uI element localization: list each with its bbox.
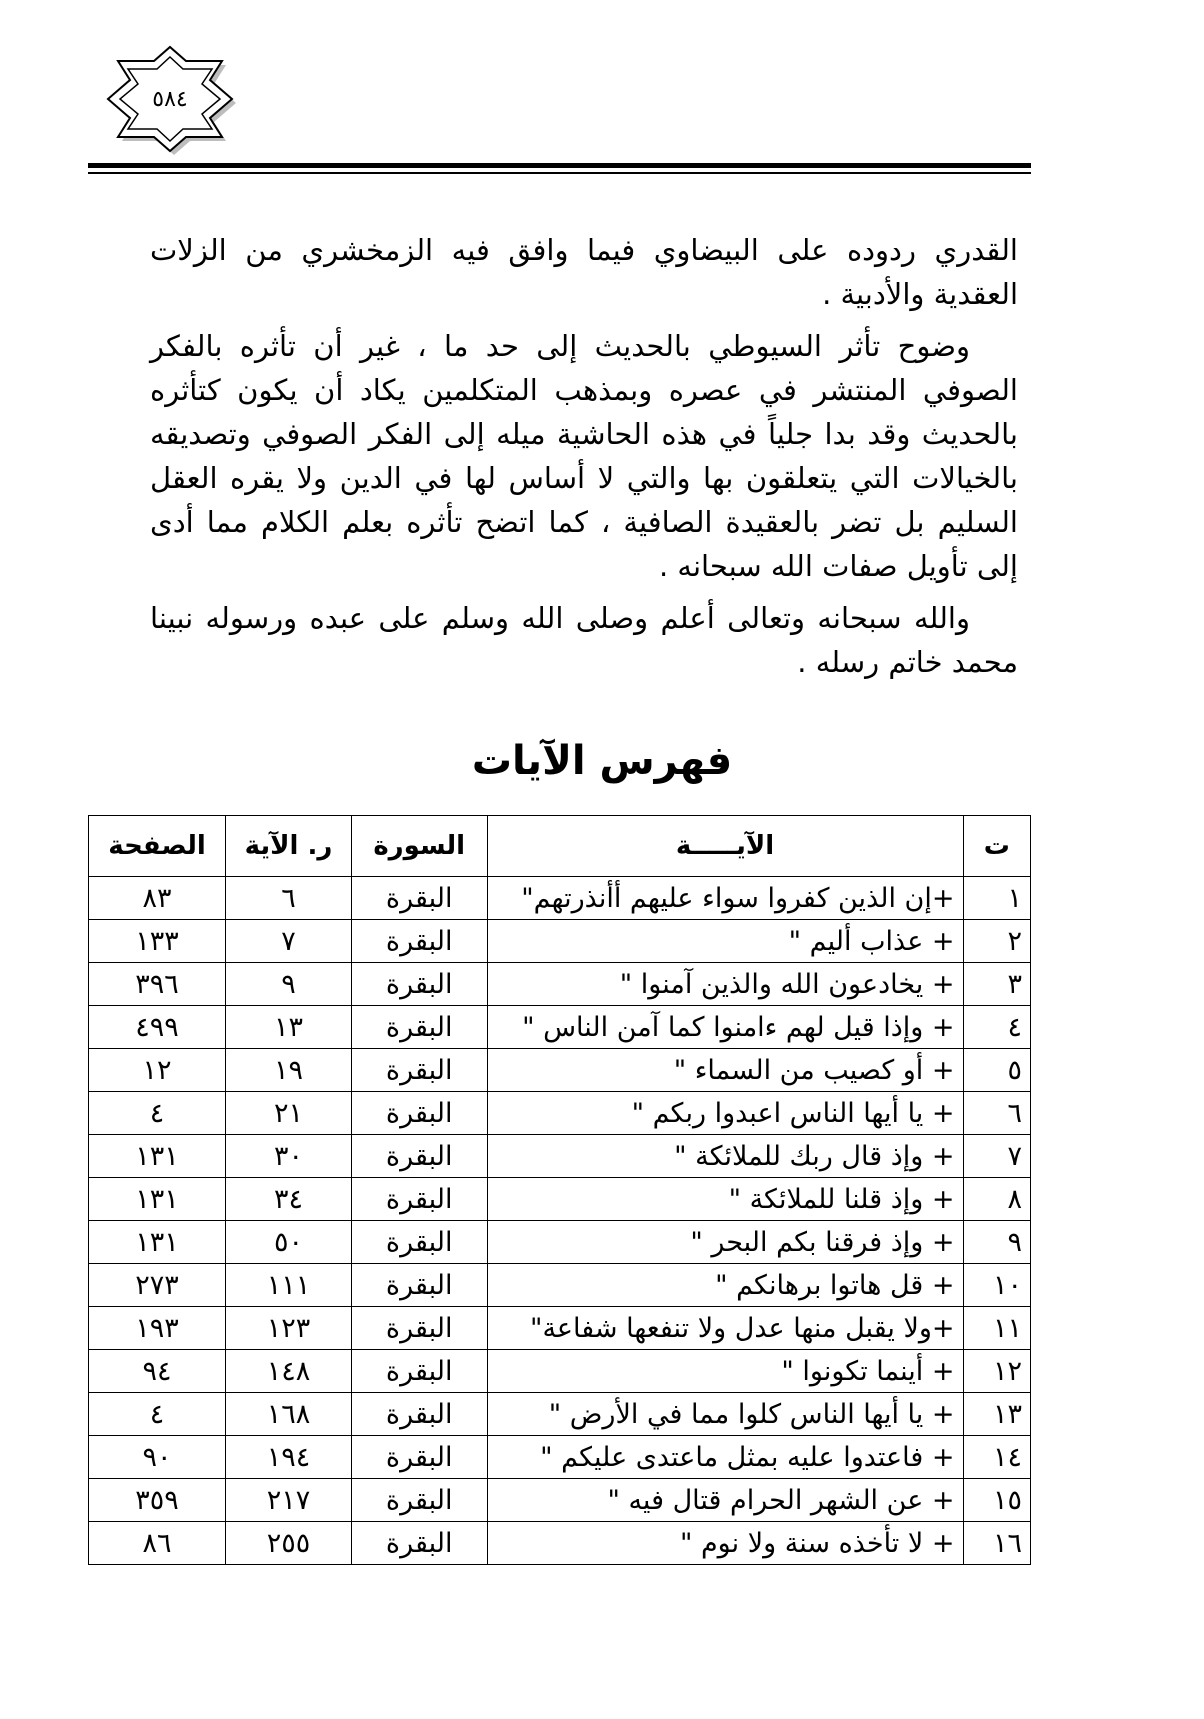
header-rule	[88, 163, 1031, 168]
verse-number: ٣٤	[226, 1178, 352, 1221]
surah-name: البقرة	[351, 920, 487, 963]
verse-text: + وإذ قلنا للملائكة "	[487, 1178, 963, 1221]
verse-number: ١١١	[226, 1264, 352, 1307]
verse-number: ١٦٨	[226, 1393, 352, 1436]
surah-name: البقرة	[351, 1135, 487, 1178]
table-row	[89, 1049, 1031, 1092]
row-number: ١٠	[963, 1264, 1030, 1307]
table-row	[89, 1393, 1031, 1436]
surah-name: البقرة	[351, 963, 487, 1006]
table-row	[89, 1479, 1031, 1522]
verse-text: +إن الذين كفروا سواء عليهم أأنذرتهم"	[487, 877, 963, 920]
table-row	[89, 1092, 1031, 1135]
verse-number: ٢٥٥	[226, 1522, 352, 1565]
verse-text: + فاعتدوا عليه بمثل ماعتدى عليكم "	[487, 1436, 963, 1479]
row-number: ١٦	[963, 1522, 1030, 1565]
page-ref: ١٣٣	[89, 920, 226, 963]
table-row	[89, 1522, 1031, 1565]
page-ref: ٣٥٩	[89, 1479, 226, 1522]
surah-name: البقرة	[351, 1264, 487, 1307]
table-row	[89, 1264, 1031, 1307]
row-number: ٧	[963, 1135, 1030, 1178]
paragraph: وضوح تأثر السيوطي بالحديث إلى حد ما ، غير أن تأثره بالفكر الصوفي المنتشر في عصره وبمذهب المتكلمين يكاد أن يكون كتأثره بالحديث وقد بدا جلياً في هذه الحاشية ميله إلى الفكر الصوفي وتصديقه بالخيالات التي يتعلقون بها والتي لا أساس لها في الدين ولا يقره العقل السليم بل تضر بالعقيدة الصافية ، كما اتضح تأثره بعلم الكلام مما أدى إلى تأويل صفات الله سبحانه .	[150, 329, 1018, 583]
page-ref: ٣٩٦	[89, 963, 226, 1006]
verse-number: ٣٠	[226, 1135, 352, 1178]
verse-text: + لا تأخذه سنة ولا نوم "	[487, 1522, 963, 1565]
verse-number: ١٤٨	[226, 1350, 352, 1393]
verse-number: ١٩٤	[226, 1436, 352, 1479]
index-title: فهرس الآيات	[471, 738, 733, 784]
row-number: ١٥	[963, 1479, 1030, 1522]
table-row	[89, 1178, 1031, 1221]
verse-text: + يا أيها الناس كلوا مما في الأرض "	[487, 1393, 963, 1436]
surah-name: البقرة	[351, 877, 487, 920]
verse-text: + عذاب أليم "	[487, 920, 963, 963]
verse-number: ١٣	[226, 1006, 352, 1049]
verse-text: + يخادعون الله والذين آمنوا "	[487, 963, 963, 1006]
header-rule-thin	[88, 172, 1031, 174]
header-num: ت	[963, 816, 1030, 877]
table-row	[89, 1221, 1031, 1264]
table-row	[89, 1307, 1031, 1350]
row-number: ١٣	[963, 1393, 1030, 1436]
header-verse: الآيـــــة	[487, 816, 963, 877]
row-number: ٦	[963, 1092, 1030, 1135]
page-ref: ١٩٣	[89, 1307, 226, 1350]
page-ref: ١٢	[89, 1049, 226, 1092]
verses-index-table	[88, 815, 1031, 1565]
verse-number: ٩	[226, 963, 352, 1006]
page-ref: ٤	[89, 1092, 226, 1135]
table-row	[89, 1436, 1031, 1479]
header-verse-number: ر. الآية	[226, 816, 352, 877]
surah-name: البقرة	[351, 1393, 487, 1436]
table-row	[89, 1006, 1031, 1049]
surah-name: البقرة	[351, 1049, 487, 1092]
table-row	[89, 1350, 1031, 1393]
row-number: ٣	[963, 963, 1030, 1006]
verse-text: + قل هاتوا برهانكم "	[487, 1264, 963, 1307]
paragraph: والله سبحانه وتعالى أعلم وصلى الله وسلم على عبده ورسوله نبينا محمد خاتم رسله .	[150, 601, 1018, 679]
page-ref: ٢٧٣	[89, 1264, 226, 1307]
row-number: ١١	[963, 1307, 1030, 1350]
verse-number: ٢١	[226, 1092, 352, 1135]
verse-number: ٦	[226, 877, 352, 920]
row-number: ١٢	[963, 1350, 1030, 1393]
paragraph: القدري ردوده على البيضاوي فيما وافق فيه الزمخشري من الزلات العقدية والأدبية .	[150, 233, 1018, 311]
row-number: ١٤	[963, 1436, 1030, 1479]
surah-name: البقرة	[351, 1350, 487, 1393]
surah-name: البقرة	[351, 1479, 487, 1522]
page-ref: ٩٤	[89, 1350, 226, 1393]
surah-name: البقرة	[351, 1092, 487, 1135]
verse-text: + يا أيها الناس اعبدوا ربكم "	[487, 1092, 963, 1135]
verse-number: ٥٠	[226, 1221, 352, 1264]
table-row	[89, 877, 1031, 920]
verse-text: + عن الشهر الحرام قتال فيه "	[487, 1479, 963, 1522]
row-number: ٥	[963, 1049, 1030, 1092]
verse-text: + وإذ قال ربك للملائكة "	[487, 1135, 963, 1178]
page-ref: ١٣١	[89, 1221, 226, 1264]
verse-number: ٢١٧	[226, 1479, 352, 1522]
page-ref: ٨٣	[89, 877, 226, 920]
verse-number: ٧	[226, 920, 352, 963]
verse-text: + وإذا قيل لهم ءامنوا كما آمن الناس "	[487, 1006, 963, 1049]
row-number: ٩	[963, 1221, 1030, 1264]
row-number: ١	[963, 877, 1030, 920]
page-number: ٥٨٤	[152, 87, 188, 112]
header-page: الصفحة	[89, 816, 226, 877]
verse-number: ١٩	[226, 1049, 352, 1092]
surah-name: البقرة	[351, 1178, 487, 1221]
table-row	[89, 920, 1031, 963]
row-number: ٨	[963, 1178, 1030, 1221]
surah-name: البقرة	[351, 1221, 487, 1264]
row-number: ٤	[963, 1006, 1030, 1049]
page-ref: ٤٩٩	[89, 1006, 226, 1049]
row-number: ٢	[963, 920, 1030, 963]
page-number-ornament	[100, 42, 240, 157]
table-header-row	[89, 816, 1031, 877]
verse-text: + وإذ فرقنا بكم البحر "	[487, 1221, 963, 1264]
page-ref: ٤	[89, 1393, 226, 1436]
verse-text: +ولا يقبل منها عدل ولا تنفعها شفاعة"	[487, 1307, 963, 1350]
verse-text: + أو كصيب من السماء "	[487, 1049, 963, 1092]
page-ref: ٨٦	[89, 1522, 226, 1565]
body-text	[150, 228, 1018, 692]
table-row	[89, 1135, 1031, 1178]
surah-name: البقرة	[351, 1436, 487, 1479]
header-surah: السورة	[351, 816, 487, 877]
verse-text: + أينما تكونوا "	[487, 1350, 963, 1393]
verse-number: ١٢٣	[226, 1307, 352, 1350]
page-ref: ٩٠	[89, 1436, 226, 1479]
page-ref: ١٣١	[89, 1178, 226, 1221]
surah-name: البقرة	[351, 1522, 487, 1565]
table-row	[89, 963, 1031, 1006]
surah-name: البقرة	[351, 1307, 487, 1350]
surah-name: البقرة	[351, 1006, 487, 1049]
page-ref: ١٣١	[89, 1135, 226, 1178]
